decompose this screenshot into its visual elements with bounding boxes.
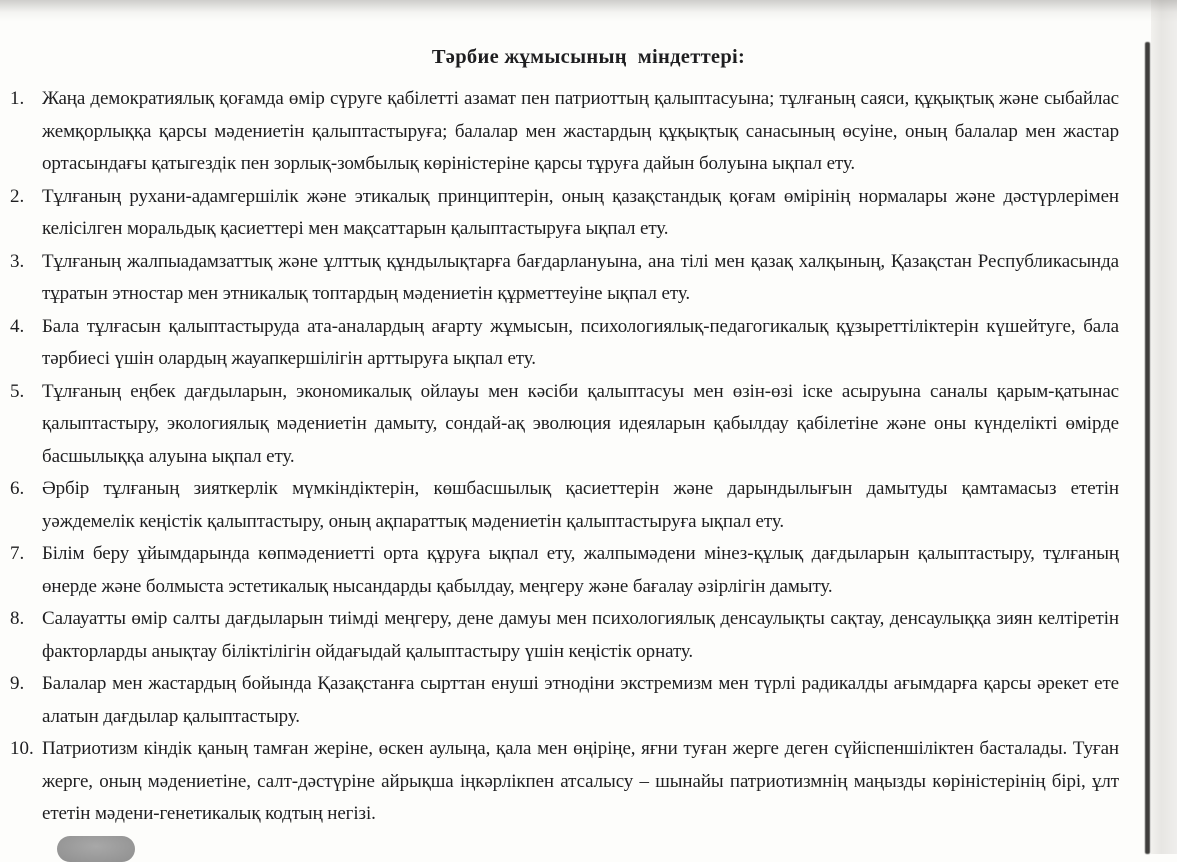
list-item [10,733,1119,831]
item-number: 8. [10,608,25,629]
item-text: Салауатты өмір салты дағдыларын тиімді меңгеру, дене дамуы мен психологиялық денсаулықты сақтау, денсаулыққа зиян келтіретін факторларды анықтау біліктілігін ойдағыдай қалыптастыру үшін кеңістік орнату. [42,608,1119,662]
item-text: Бала тұлғасын қалыптастыруда ата-аналардың ағарту жұмысын, психологиялық-педагогикалық құзыреттіліктерін күшейтуге, бала тәрбиесі үшін олардың жауапкершілігін арттыруға ықпал ету. [42,315,1119,369]
item-text: Білім беру ұйымдарында көпмәдениетті орта құруға ықпал ету, жалпымәдени мінез-құлық дағдыларын қалыптастыру, тұлғаның өнерде және болмыста эстетикалық нысандарды қабылдау, меңгеру және бағалау әзірлігін дамыту. [42,543,1119,597]
item-number: 6. [10,478,25,499]
item-number: 10. [10,738,34,759]
list-item [10,603,1119,668]
item-number: 3. [10,250,25,272]
list-item [10,311,1119,376]
item-text: Балалар мен жастардың бойында Қазақстанға сырттан енуші этнодіни экстремизм мен түрлі радикалды ағымдарға қарсы әрекет ете алатын дағдылар қалыптастыру. [42,673,1119,727]
item-text: Әрбір тұлғаның зияткерлік мүмкіндіктерін, көшбасшылық қасиеттерін және дарындылығын дамытуды қамтамасыз ететін уәждемелік кеңістік қалыптастыру, оның ақпараттық мәдениетін қалыптастыруға ықпал ету. [42,478,1119,532]
item-number: 5. [10,380,25,402]
list-item [10,376,1119,474]
list-item [10,246,1119,311]
item-text: Патриотизм кіндік қаның тамған жеріне, өскен аулыңа, қала мен өңіріңе, яғни туған жерге деген сүйіспеншіліктен басталады. Туған жерге, оның мәдениетіне, салт-дәстүріне айрықша іңкәрлікпен атсалысу – шынайы патриотизмнің маңызды көріністерінің бірі, ұлт ететін мәдени-генетикалық кодтың негізі. [42,738,1119,824]
item-number: 4. [10,315,25,337]
scan-edge-strip [1151,0,1177,854]
list-item [10,83,1119,181]
scan-edge-shadow [1145,42,1150,854]
document-title: Тәрбие жұмысының міндеттері: [431,46,746,68]
item-text: Тұлғаның жалпыадамзаттық және ұлттық құндылықтарға бағдарлануына, ана тілі мен қазақ халқының, Қазақстан Республикасында тұратын этностар мен этникалық топтардың мәдениетін құрметтеуіне ықпал ету. [42,250,1119,304]
item-number: 9. [10,673,25,694]
item-text: Жаңа демократиялық қоғамда өмір сүруге қабілетті азамат пен патриоттың қалыптасуына; тұлғаның саяси, құқықтық және сыбайлас жемқорлыққа қарсы мәдениетін қалыптастыруға; балалар мен жастардың құқықтық санасының өсуіне, оның балалар мен жастар ортасындағы қатыгездік пен зорлық-зомбылық көріністеріне қарсы тұруға дайын болуына ықпал ету. [42,88,1119,174]
task-list [0,83,1177,831]
list-item [10,538,1119,603]
item-number: 7. [10,543,25,564]
list-item [10,668,1119,733]
scan-corner-artifact [57,836,135,862]
item-number: 2. [10,185,25,207]
list-item [10,181,1119,246]
item-number: 1. [10,88,25,109]
item-text: Тұлғаның рухани-адамгершілік және этикалық принциптерін, оның қазақстандық қоғам өмірінің нормалары және дәстүрлерімен келісілген моральдық қасиеттері мен мақсаттарын қалыптастыруға ықпал ету. [42,185,1119,239]
item-text: Тұлғаның еңбек дағдыларын, экономикалық ойлауы мен кәсіби қалыптасуы мен өзін-өзі іске асыруына саналы қарым-қатынас қалыптастыру, экологиялық мәдениетін дамыту, сондай-ақ эволюция идеяларын қабылдау қабілетіне және оны күнделікті өмірде басшылыққа алуына ықпал ету. [42,380,1119,467]
list-item [10,473,1119,538]
